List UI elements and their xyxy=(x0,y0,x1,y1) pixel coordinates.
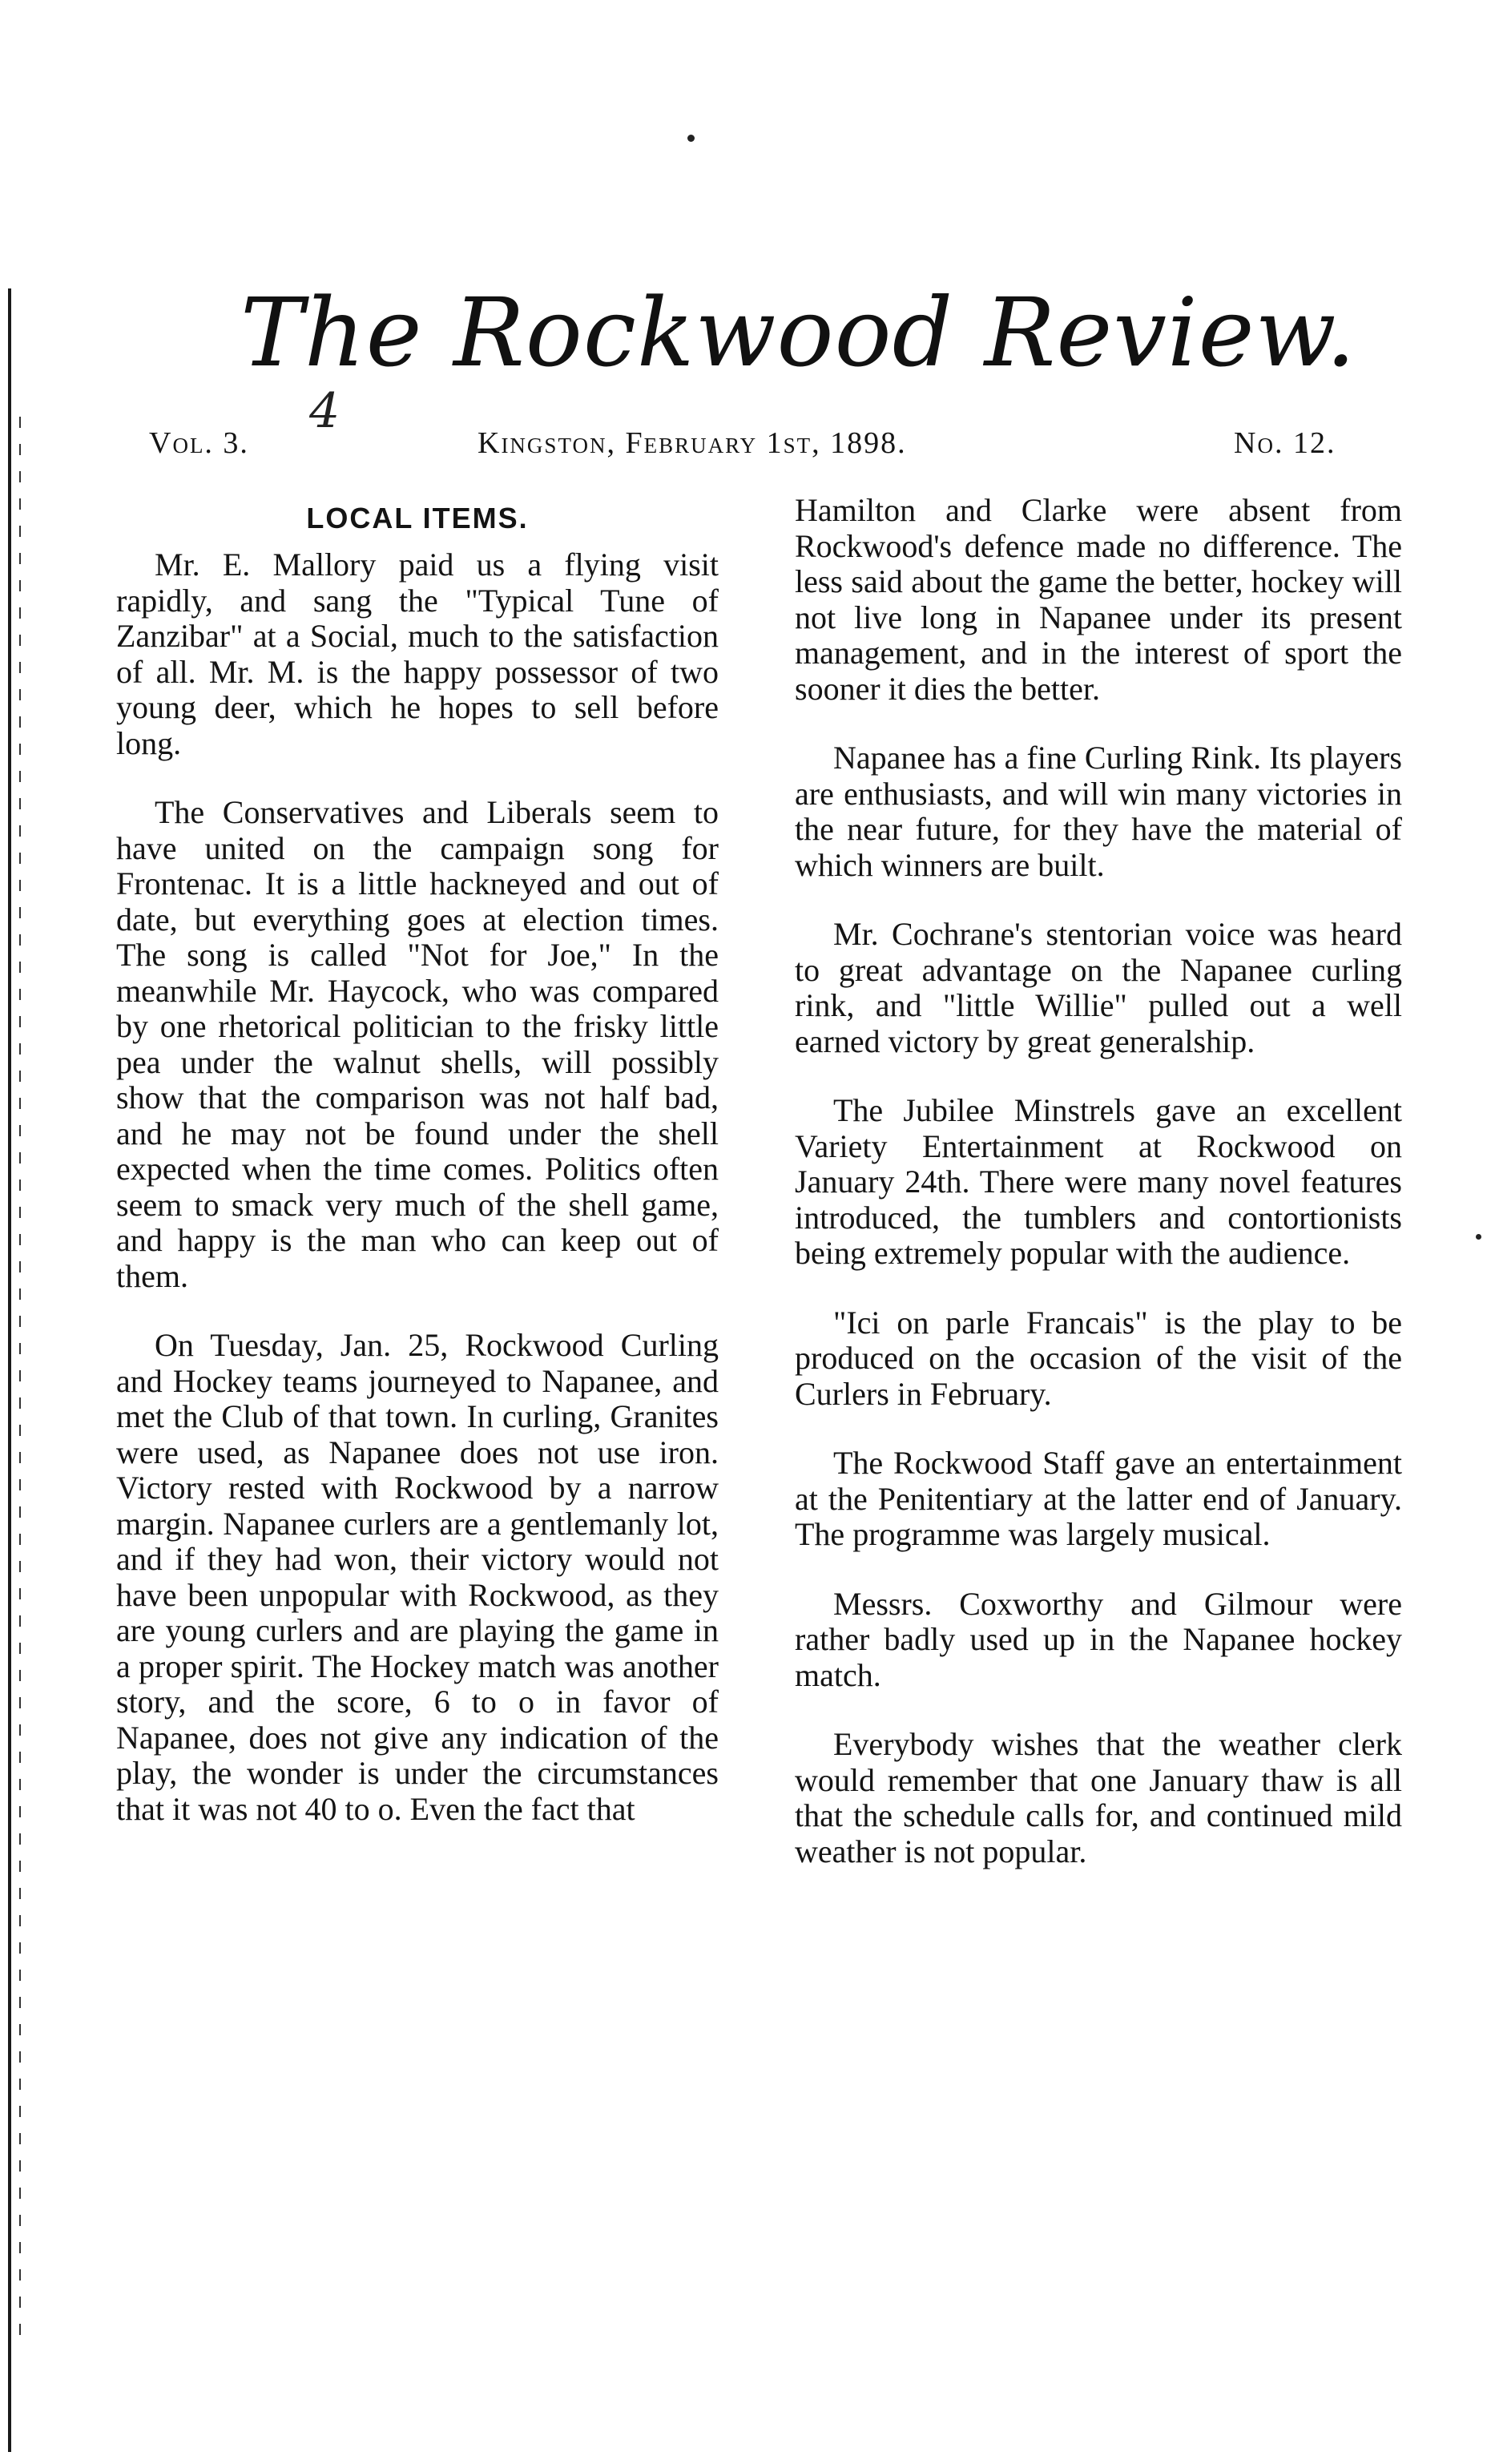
article-paragraph: The Rockwood Staff gave an entertainment at the Penitentiary at the latter end of January. The programme was largely musical. xyxy=(795,1445,1402,1552)
scan-edge-line xyxy=(8,288,11,2452)
article-paragraph-continued: Hamilton and Clarke were absent from Rockwood's defence made no difference. The less said about the game the better, hockey will not live long in Napanee under its present management, and in the interest of sport the sooner it dies the better. xyxy=(795,492,1402,707)
left-column xyxy=(116,493,719,1861)
article-paragraph: Mr. E. Mallory paid us a flying visit rapidly, and sang the "Typical Tune of Zanzibar" at a Social, much to the satisfaction of all. Mr. M. is the happy possessor of two young deer, which he hopes to sell before long. xyxy=(116,546,719,761)
article-paragraph: Mr. Cochrane's stentorian voice was heard to great advantage on the Napanee curling rink, and "little Willie" pulled out a well earned victory by great generalship. xyxy=(795,916,1402,1059)
section-heading: LOCAL ITEMS. xyxy=(306,502,529,534)
article-paragraph: "Ici on parle Francais" is the play to be produced on the occasion of the visit of the Curlers in February. xyxy=(795,1304,1402,1412)
handwritten-annotation: 4 xyxy=(309,383,341,439)
dateline: Kingston, February 1st, 1898. xyxy=(478,426,907,460)
article-paragraph: Napanee has a fine Curling Rink. Its players are enthusiasts, and will win many victories in the near future, for they have the material of which winners are built. xyxy=(795,740,1402,883)
article-paragraph: The Conservatives and Liberals seem to have united on the campaign song for Frontenac. It is a little hackneyed and out of date, but everything goes at election times. The song is called "Not for Joe," In the meanwhile Mr. Haycock, who was compared by one rhetorical politician to the frisky little pea under the walnut shells, will possibly show that the comparison was not half bad, and he may not be found under the shell expected when the time comes. Politics often seem to smack very much of the shell game, and happy is the man who can keep out of them. xyxy=(116,794,719,1294)
issue-number: No. 12. xyxy=(1234,426,1336,460)
scan-edge-dashes xyxy=(19,417,21,2340)
article-paragraph: Everybody wishes that the weather clerk would remember that one January thaw is all that the schedule calls for, and continued mild weather is not popular. xyxy=(795,1726,1402,1869)
article-paragraph: The Jubilee Minstrels gave an excellent Variety Entertainment at Rockwood on January 24th. There were many novel features introduced, the tumblers and contortionists being extremely popular with the audience. xyxy=(795,1092,1402,1271)
scan-speck xyxy=(1476,1234,1481,1240)
volume-label: Vol. 3. xyxy=(149,426,249,460)
masthead-title: The Rockwood Review. xyxy=(240,277,1357,388)
article-paragraph: On Tuesday, Jan. 25, Rockwood Curling and Hockey teams journeyed to Napanee, and met the Club of that town. In curling, Granites were used, as Napanee does not use iron. Victory rested with Rockwood by a narrow margin. Napanee curlers are a gentlemanly lot, and if they had won, their victory would not have been unpopular with Rockwood, as they are young curlers and are playing the game in a proper spirit. The Hockey match was another story, and the score, 6 to o in favor of Napanee, does not give any indication of the play, the wonder is under the circumstances that it was not 40 to o. Even the fact that xyxy=(116,1327,719,1827)
scan-speck xyxy=(687,135,695,142)
article-paragraph: Messrs. Coxworthy and Gilmour were rather badly used up in the Napanee hockey match. xyxy=(795,1585,1402,1693)
right-column xyxy=(795,493,1402,1903)
